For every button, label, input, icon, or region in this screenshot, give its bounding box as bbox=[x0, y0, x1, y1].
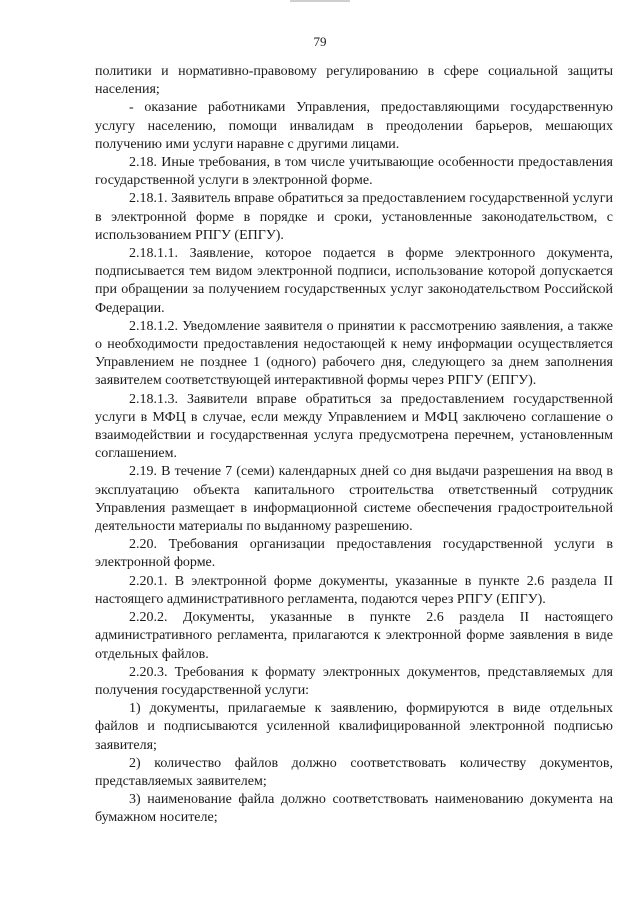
paragraph: 2.19. В течение 7 (семи) календарных дней со дня выдачи разрешения на ввод в эксплуатацию объекта капитального строительства ответственный сотрудник Управления размещает в информационной системе обеспечения градостроительной деятельности материалы по выданному разрешению. bbox=[95, 464, 613, 535]
paragraph: 2) количество файлов должно соответствовать количеству документов, представляемых заявителем; bbox=[95, 755, 613, 789]
paragraph: 2.20.1. В электронной форме документы, указанные в пункте 2.6 раздела II настоящего административного регламента, подаются через РПГУ (ЕПГУ). bbox=[95, 573, 613, 607]
paragraph: 2.18. Иные требования, в том числе учитывающие особенности предоставления государственной услуги в электронной форме. bbox=[95, 155, 613, 189]
paragraph: 1) документы, прилагаемые к заявлению, формируются в виде отдельных файлов и подписываются усиленной квалифицированной электронной подписью заявителя; bbox=[95, 701, 613, 753]
paragraph: 2.18.1. Заявитель вправе обратиться за предоставлением государственной услуги в электронной форме в порядке и сроки, установленные законодательством, с использованием РПГУ (ЕПГУ). bbox=[95, 191, 613, 243]
scan-edge-mark bbox=[290, 0, 350, 2]
document-body bbox=[95, 63, 613, 828]
paragraph: 3) наименование файла должно соответствовать наименованию документа на бумажном носителе; bbox=[95, 792, 613, 826]
paragraph: 2.18.1.3. Заявители вправе обратиться за предоставлением государственной услуги в МФЦ в случае, если между Управлением и МФЦ заключено соглашение о взаимодействии и государственная услуга предусмотрена перечнем, установленным соглашением. bbox=[95, 391, 613, 462]
paragraph: - оказание работниками Управления, предоставляющими государственную услугу населению, помощи инвалидам в преодолении барьеров, мешающих получению ими услуги наравне с другими лицами. bbox=[95, 100, 613, 152]
paragraph: 2.20. Требования организации предоставления государственной услуги в электронной форме. bbox=[95, 537, 613, 571]
paragraph: 2.18.1.1. Заявление, которое подается в форме электронного документа, подписывается тем видом электронной подписи, использование которой допускается при обращении за получением государственных услуг законодательством Российской Федерации. bbox=[95, 246, 613, 316]
page-number: 79 bbox=[313, 34, 327, 49]
paragraph: 2.20.2. Документы, указанные в пункте 2.6 раздела II настоящего административного регламента, прилагаются к электронной форме заявления в виде отдельных файлов. bbox=[95, 610, 613, 662]
paragraph: 2.18.1.2. Уведомление заявителя о принятии к рассмотрению заявления, а также о необходимости предоставления недостающей к нему информации осуществляется Управлением не позднее 1 (одного) рабочего дня, следующего за днем заполнения заявителем соответствующей интерактивной формы через РПГУ (ЕПГУ). bbox=[95, 318, 613, 389]
paragraph: 2.20.3. Требования к формату электронных документов, представляемых для получения государственной услуги: bbox=[95, 664, 613, 698]
paragraph: политики и нормативно-правовому регулированию в сфере социальной защиты населения; bbox=[95, 64, 613, 98]
